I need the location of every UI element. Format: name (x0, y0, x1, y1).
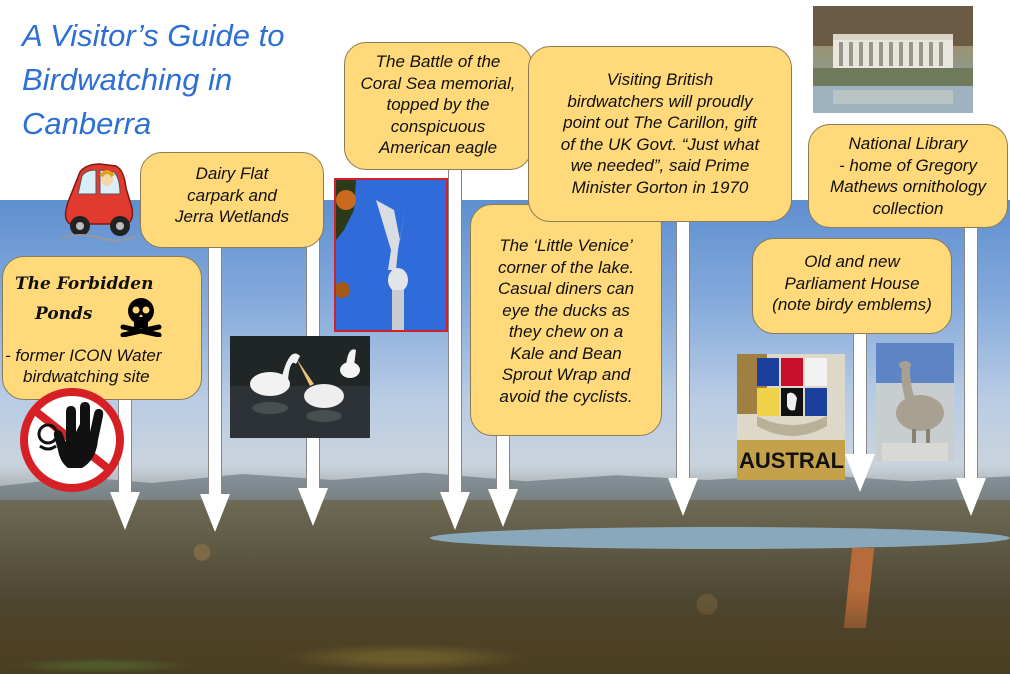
callout-line: we needed”, said Prime (570, 156, 750, 175)
callout-little-venice (470, 204, 662, 436)
title-line: Birdwatching in (22, 62, 233, 97)
arrow-carillon (666, 210, 700, 516)
eagle-memorial-photo (334, 178, 448, 332)
callout-dairy-flat (140, 152, 324, 248)
callout-line: avoid the cyclists. (499, 386, 633, 406)
arrow-parliament (843, 322, 877, 492)
callout-line: they chew on a (508, 322, 624, 341)
callout-line: point out The Carillon, gift (563, 113, 757, 132)
callout-line: corner of the lake. (497, 257, 635, 277)
callout-line: Coral Sea memorial, (360, 73, 516, 93)
callout-line: - home of Gregory (839, 155, 977, 175)
skull-crossbones-icon (119, 293, 163, 343)
callout-line: collection (872, 198, 944, 218)
heading-line: Ponds (35, 304, 93, 324)
lake-burley-griffin (430, 527, 1010, 549)
callout-line: Kale and Bean (510, 343, 622, 363)
stop-hand-icon (20, 388, 124, 492)
callout-line: conspicuous (390, 116, 486, 136)
callout-line: of the UK Govt. “Just what (560, 134, 760, 154)
callout-line: Minister Gorton in 1970 (571, 177, 749, 197)
callout-line: birdwatching site (23, 367, 150, 386)
coat-of-arms-label: AUSTRAL (739, 448, 845, 473)
foreground-trees (0, 590, 1010, 674)
callout-line: carpark and (187, 185, 277, 205)
callout-line: American eagle (378, 138, 498, 157)
pelicans-photo (230, 336, 370, 438)
callout-line: The ‘Little Venice’ (499, 236, 633, 255)
title-line: A Visitor’s Guide to (22, 18, 285, 53)
callout-line: (note birdy emblems) (772, 295, 932, 314)
callout-line: Mathews ornithology (830, 177, 986, 196)
callout-carillon (528, 46, 792, 222)
title-line: Canberra (22, 106, 152, 141)
callout-line: Old and new (804, 252, 900, 271)
callout-line: eye the ducks as (502, 300, 630, 320)
heading-line: The Forbidden (15, 274, 154, 294)
arrow-dairy-flat (198, 234, 232, 532)
callout-line: Casual diners can (497, 279, 635, 298)
callout-line: - former ICON Water (5, 346, 162, 365)
car-cartoon (60, 158, 138, 244)
callout-line: The Battle of the (375, 52, 501, 71)
callout-line: Visiting British (606, 70, 714, 89)
callout-line: Parliament House (784, 273, 920, 293)
callout-national-library (808, 124, 1008, 228)
coat-of-arms-photo (737, 354, 845, 480)
callout-parliament (752, 238, 952, 334)
callout-line: topped by the (386, 95, 490, 114)
page-title (22, 14, 285, 146)
callout-forbidden-ponds (2, 256, 202, 400)
callout-line: Sprout Wrap and (501, 365, 631, 384)
emu-statue-photo (876, 343, 954, 461)
callout-coral-sea (344, 42, 532, 170)
national-library-photo (813, 6, 973, 113)
callout-line: Jerra Wetlands (174, 207, 289, 226)
arrow-national-library (954, 212, 988, 516)
callout-line: National Library (848, 134, 968, 153)
callout-line: birdwatchers will proudly (567, 91, 753, 111)
callout-line: Dairy Flat (195, 164, 269, 183)
forbidden-ponds-text (5, 345, 161, 387)
